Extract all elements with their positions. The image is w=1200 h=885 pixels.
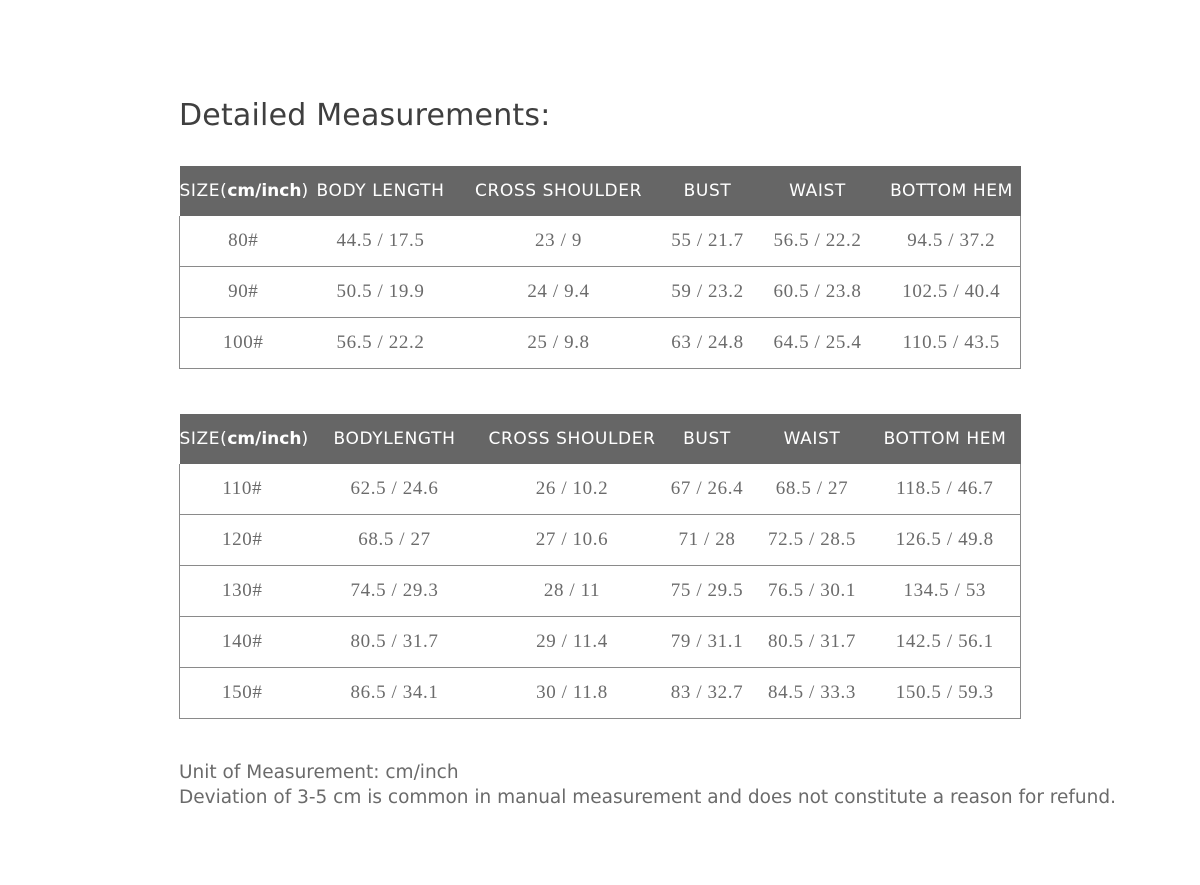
table-row	[180, 617, 1021, 668]
waist-cell: 84.5 / 33.3	[755, 668, 870, 719]
waist-column-header: WAIST	[789, 181, 846, 201]
unit-note: Unit of Measurement: cm/inch	[179, 762, 459, 783]
bust-cell: 67 / 26.4	[660, 464, 755, 515]
bottom-hem-column-header: BOTTOM HEM	[883, 429, 1007, 449]
table-row	[180, 216, 1021, 267]
body-length-cell: 50.5 / 19.9	[307, 267, 455, 318]
waist-cell: 64.5 / 25.4	[753, 318, 883, 369]
table-row	[180, 267, 1021, 318]
bottom-hem-cell: 126.5 / 49.8	[870, 515, 1021, 566]
bottom-hem-cell: 102.5 / 40.4	[883, 267, 1021, 318]
waist-column-header: WAIST	[783, 429, 841, 449]
cross-shoulder-cell: 24 / 9.4	[455, 267, 663, 318]
bottom-hem-cell: 110.5 / 43.5	[883, 318, 1021, 369]
body-length-column-header: BODYLENGTH	[333, 429, 456, 449]
cross-shoulder-column-header: CROSS SHOULDER	[488, 429, 656, 449]
waist-cell: 80.5 / 31.7	[755, 617, 870, 668]
table-header-row	[180, 166, 1021, 216]
body-length-cell: 68.5 / 27	[305, 515, 485, 566]
page-title: Detailed Measurements:	[179, 98, 551, 133]
measurement-notes	[179, 760, 1116, 810]
waist-cell: 56.5 / 22.2	[753, 216, 883, 267]
waist-cell: 72.5 / 28.5	[755, 515, 870, 566]
size-cell: 150#	[180, 668, 305, 719]
size-cell: 140#	[180, 617, 305, 668]
bust-cell: 75 / 29.5	[660, 566, 755, 617]
body-length-cell: 74.5 / 29.3	[305, 566, 485, 617]
size-cell: 110#	[180, 464, 305, 515]
body-length-cell: 56.5 / 22.2	[307, 318, 455, 369]
bottom-hem-cell: 150.5 / 59.3	[870, 668, 1021, 719]
bottom-hem-cell: 134.5 / 53	[870, 566, 1021, 617]
bottom-hem-cell: 142.5 / 56.1	[870, 617, 1021, 668]
table-row	[180, 464, 1021, 515]
cross-shoulder-cell: 26 / 10.2	[485, 464, 660, 515]
table-row	[180, 318, 1021, 369]
bust-column-header: BUST	[683, 181, 732, 201]
table-row	[180, 668, 1021, 719]
measurement-table-large-sizes	[179, 414, 1021, 719]
waist-cell: 68.5 / 27	[755, 464, 870, 515]
table-row	[180, 515, 1021, 566]
deviation-note: Deviation of 3-5 cm is common in manual measurement and does not constitute a reason for refund.	[179, 787, 1116, 808]
bust-cell: 71 / 28	[660, 515, 755, 566]
body-length-cell: 80.5 / 31.7	[305, 617, 485, 668]
size-cell: 120#	[180, 515, 305, 566]
bust-cell: 59 / 23.2	[663, 267, 753, 318]
cross-shoulder-cell: 25 / 9.8	[455, 318, 663, 369]
bust-column-header: BUST	[683, 429, 731, 449]
waist-cell: 60.5 / 23.8	[753, 267, 883, 318]
cross-shoulder-column-header: CROSS SHOULDER	[475, 181, 642, 201]
bust-cell: 63 / 24.8	[663, 318, 753, 369]
body-length-cell: 44.5 / 17.5	[307, 216, 455, 267]
bust-cell: 55 / 21.7	[663, 216, 753, 267]
table-header-row	[180, 414, 1021, 464]
body-length-cell: 62.5 / 24.6	[305, 464, 485, 515]
bottom-hem-cell: 94.5 / 37.2	[883, 216, 1021, 267]
size-cell: 90#	[180, 267, 307, 318]
waist-cell: 76.5 / 30.1	[755, 566, 870, 617]
measurement-table-small-sizes	[179, 166, 1021, 369]
size-column-header: SIZE(cm/inch)	[179, 429, 309, 449]
bottom-hem-column-header: BOTTOM HEM	[890, 181, 1013, 201]
bottom-hem-cell: 118.5 / 46.7	[870, 464, 1021, 515]
cross-shoulder-cell: 23 / 9	[455, 216, 663, 267]
bust-cell: 79 / 31.1	[660, 617, 755, 668]
cross-shoulder-cell: 29 / 11.4	[485, 617, 660, 668]
body-length-cell: 86.5 / 34.1	[305, 668, 485, 719]
table-row	[180, 566, 1021, 617]
size-column-header: SIZE(cm/inch)	[179, 181, 309, 201]
cross-shoulder-cell: 27 / 10.6	[485, 515, 660, 566]
size-cell: 130#	[180, 566, 305, 617]
size-cell: 80#	[180, 216, 307, 267]
cross-shoulder-cell: 28 / 11	[485, 566, 660, 617]
size-cell: 100#	[180, 318, 307, 369]
body-length-column-header: BODY LENGTH	[316, 181, 445, 201]
bust-cell: 83 / 32.7	[660, 668, 755, 719]
cross-shoulder-cell: 30 / 11.8	[485, 668, 660, 719]
